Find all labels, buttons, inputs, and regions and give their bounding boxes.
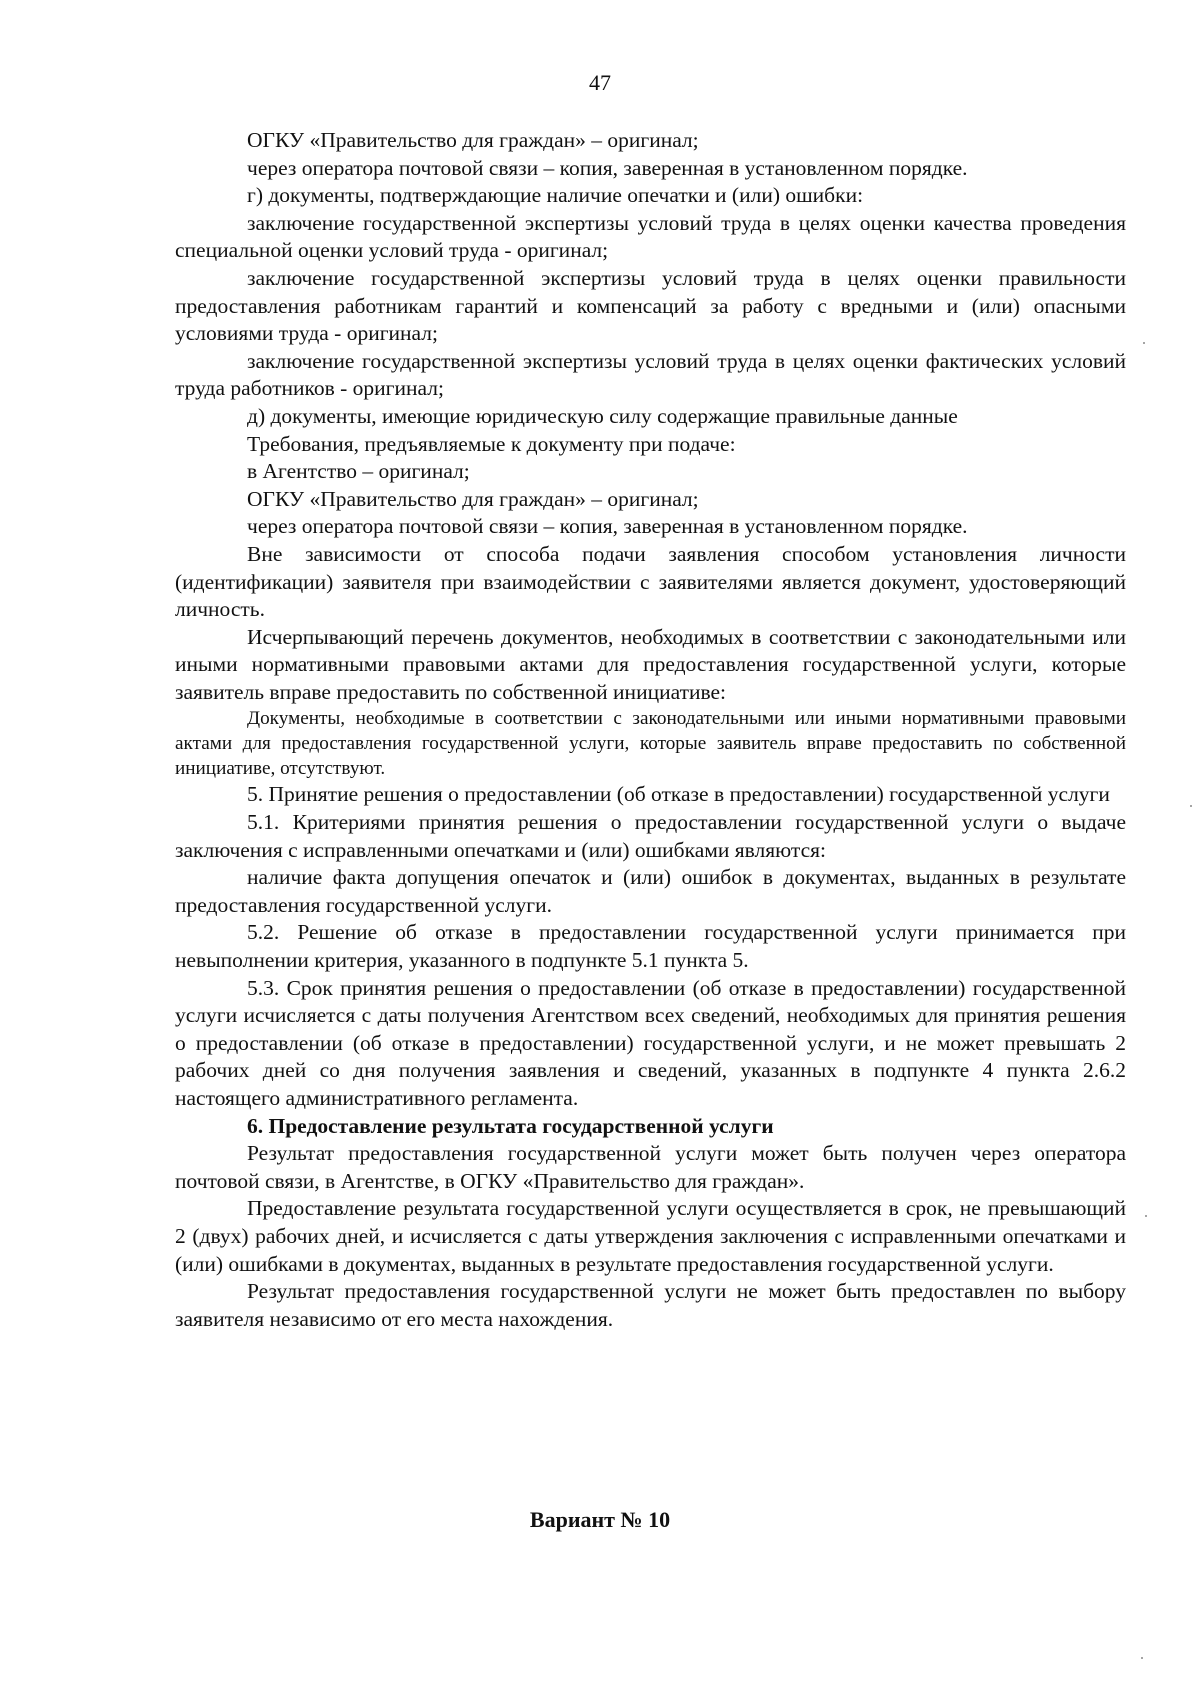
paragraph: наличие факта допущения опечаток и (или) ошибок в документах, выданных в результате предоставления государственной услуги.	[175, 865, 1126, 917]
paragraph: Результат предоставления государственной услуги не может быть предоставлен по выбору заявителя независимо от его места нахождения.	[175, 1279, 1126, 1331]
section-heading: 5. Принятие решения о предоставлении (об отказе в предоставлении) государственной услуги	[247, 782, 1110, 807]
document-body	[175, 127, 1126, 1333]
paragraph-small: Документы, необходимые в соответствии с законодательными или иными нормативными правовыми актами для предоставления государственной услуги, которые заявитель вправе предоставить по собственной инициативе, отсутствуют.	[175, 708, 1126, 780]
bold-section-heading: 6. Предоставление результата государственной услуги	[247, 1113, 774, 1138]
paragraph: в Агентство – оригинал;	[247, 459, 470, 484]
scan-speck	[1141, 1657, 1143, 1659]
scan-speck	[1145, 1215, 1147, 1217]
paragraph: Вне зависимости от способа подачи заявления способом установления личности (идентификации) заявителя при взаимодействии с заявителями является документ, удостоверяющий личность.	[175, 541, 1126, 622]
paragraph: Требования, предъявляемые к документу при подаче:	[247, 431, 736, 456]
paragraph: Исчерпывающий перечень документов, необходимых в соответствии с законодательными или иными нормативными правовыми актами для предоставления государственной услуги, которые заявитель вправе предоставить по собственной инициативе:	[175, 624, 1126, 704]
paragraph: г) документы, подтверждающие наличие опечатки и (или) ошибки:	[247, 183, 864, 208]
paragraph: заключение государственной экспертизы условий труда в целях оценки правильности предоставления работникам гарантий и компенсаций за работу с вредными и (или) опасными условиями труда - оригинал;	[175, 265, 1126, 346]
paragraph: Результат предоставления государственной услуги может быть получен через оператора почтовой связи, в Агентстве, в ОГКУ «Правительство для граждан».	[175, 1141, 1126, 1193]
paragraph: Предоставление результата государственной услуги осуществляется в срок, не превышающий 2 (двух) рабочих дней, и исчисляется с даты утверждения заключения с исправленными опечатками и (или) ошибками в документах, выданных в результате предоставления государственной услуги.	[175, 1196, 1126, 1276]
paragraph: заключение государственной экспертизы условий труда в целях оценки качества проведения специальной оценки условий труда - оригинал;	[175, 210, 1126, 263]
paragraph: 5.2. Решение об отказе в предоставлении государственной услуги принимается при невыполнении критерия, указанного в подпункте 5.1 пункта 5.	[175, 920, 1126, 973]
paragraph: ОГКУ «Правительство для граждан» – оригинал;	[247, 128, 699, 152]
paragraph: через оператора почтовой связи – копия, заверенная в установленном порядке.	[247, 514, 968, 539]
page-number: 47	[589, 70, 611, 95]
paragraph: через оператора почтовой связи – копия, заверенная в установленном порядке.	[247, 155, 968, 180]
variant-heading: Вариант № 10	[529, 1507, 671, 1532]
paragraph: 5.3. Срок принятия решения о предоставлении (об отказе в предоставлении) государственной услуги исчисляется с даты получения Агентством всех сведений, необходимых для принятия решения о предоставлении (об отказе в предоставлении) государственной услуги, и не может превышать 2 рабочих дней со дня получения заявления и сведений, указанных в подпункте 4 пункта 2.6.2 настоящего административного регламента.	[175, 975, 1126, 1110]
paragraph: 5.1. Критериями принятия решения о предоставлении государственной услуги о выдаче заключения с исправленными опечатками и (или) ошибками являются:	[175, 810, 1126, 862]
paragraph: заключение государственной экспертизы условий труда в целях оценки фактических условий труда работников - оригинал;	[175, 348, 1126, 401]
scan-speck	[1190, 805, 1192, 807]
paragraph: д) документы, имеющие юридическую силу содержащие правильные данные	[247, 403, 958, 428]
paragraph: ОГКУ «Правительство для граждан» – оригинал;	[247, 486, 699, 511]
scan-speck	[1143, 342, 1145, 344]
